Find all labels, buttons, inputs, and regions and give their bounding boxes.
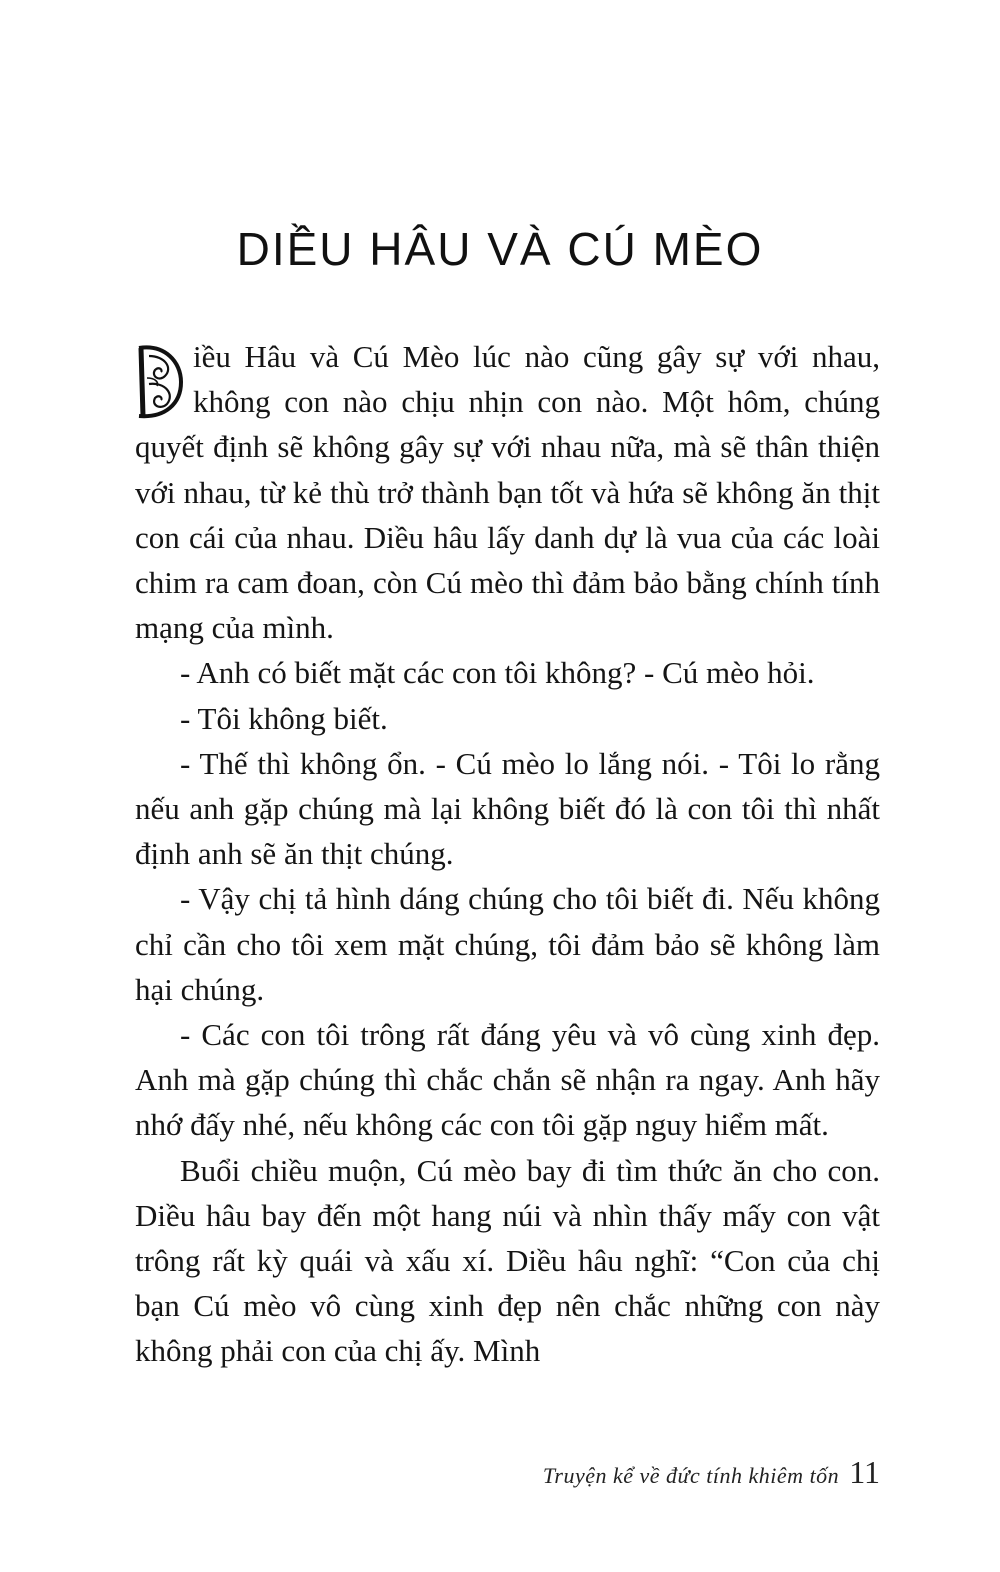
running-title: Truyện kể về đức tính khiêm tốn	[542, 1463, 840, 1488]
page-footer	[543, 1454, 880, 1491]
paragraph-1	[135, 334, 880, 650]
paragraph-1-text: iều Hâu và Cú Mèo lúc nào cũng gây sự với nhau, không con nào chịu nhịn con nào. Một hôm, chúng quyết định sẽ không gây sự với nhau nữa, mà sẽ thân thiện với nhau, từ kẻ thù trở thành bạn tốt và hứa sẽ không ăn thịt con cái của nhau. Diều hâu lấy danh dự là vua của các loài chim ra cam đoan, còn Cú mèo thì đảm bảo bằng chính tính mạng của mình.	[135, 339, 880, 646]
story-body	[135, 334, 880, 1374]
paragraph-6: - Các con tôi trông rất đáng yêu và vô cùng xinh đẹp. Anh mà gặp chúng thì chắc chắn sẽ nhận ra ngay. Anh hãy nhớ đấy nhé, nếu không các con tôi gặp nguy hiểm mất.	[135, 1017, 880, 1143]
paragraph-7: Buổi chiều muộn, Cú mèo bay đi tìm thức ăn cho con. Diều hâu bay đến một hang núi và nhìn thấy mấy con vật trông rất kỳ quái và xấu xí. Diều hâu nghĩ: “Con của chị bạn Cú mèo vô cùng xinh đẹp nên chắc những con này không phải con của chị ấy. Mình	[135, 1152, 880, 1369]
paragraph-3: - Tôi không biết.	[180, 700, 388, 736]
paragraph-4: - Thế thì không ổn. - Cú mèo lo lắng nói. - Tôi lo rằng nếu anh gặp chúng mà lại không biết đó là con tôi thì nhất định anh sẽ ăn thịt chúng.	[135, 745, 880, 872]
paragraph-5: - Vậy chị tả hình dáng chúng cho tôi biết đi. Nếu không chỉ cần cho tôi xem mặt chúng, tôi đảm bảo sẽ không làm hại chúng.	[135, 881, 880, 1007]
ornamental-dropcap-icon	[135, 342, 185, 422]
story-title: DIỀU HÂU VÀ CÚ MÈO	[236, 223, 764, 275]
paragraph-2: - Anh có biết mặt các con tôi không? - Cú mèo hỏi.	[180, 655, 815, 691]
page-number: 11	[849, 1454, 880, 1490]
